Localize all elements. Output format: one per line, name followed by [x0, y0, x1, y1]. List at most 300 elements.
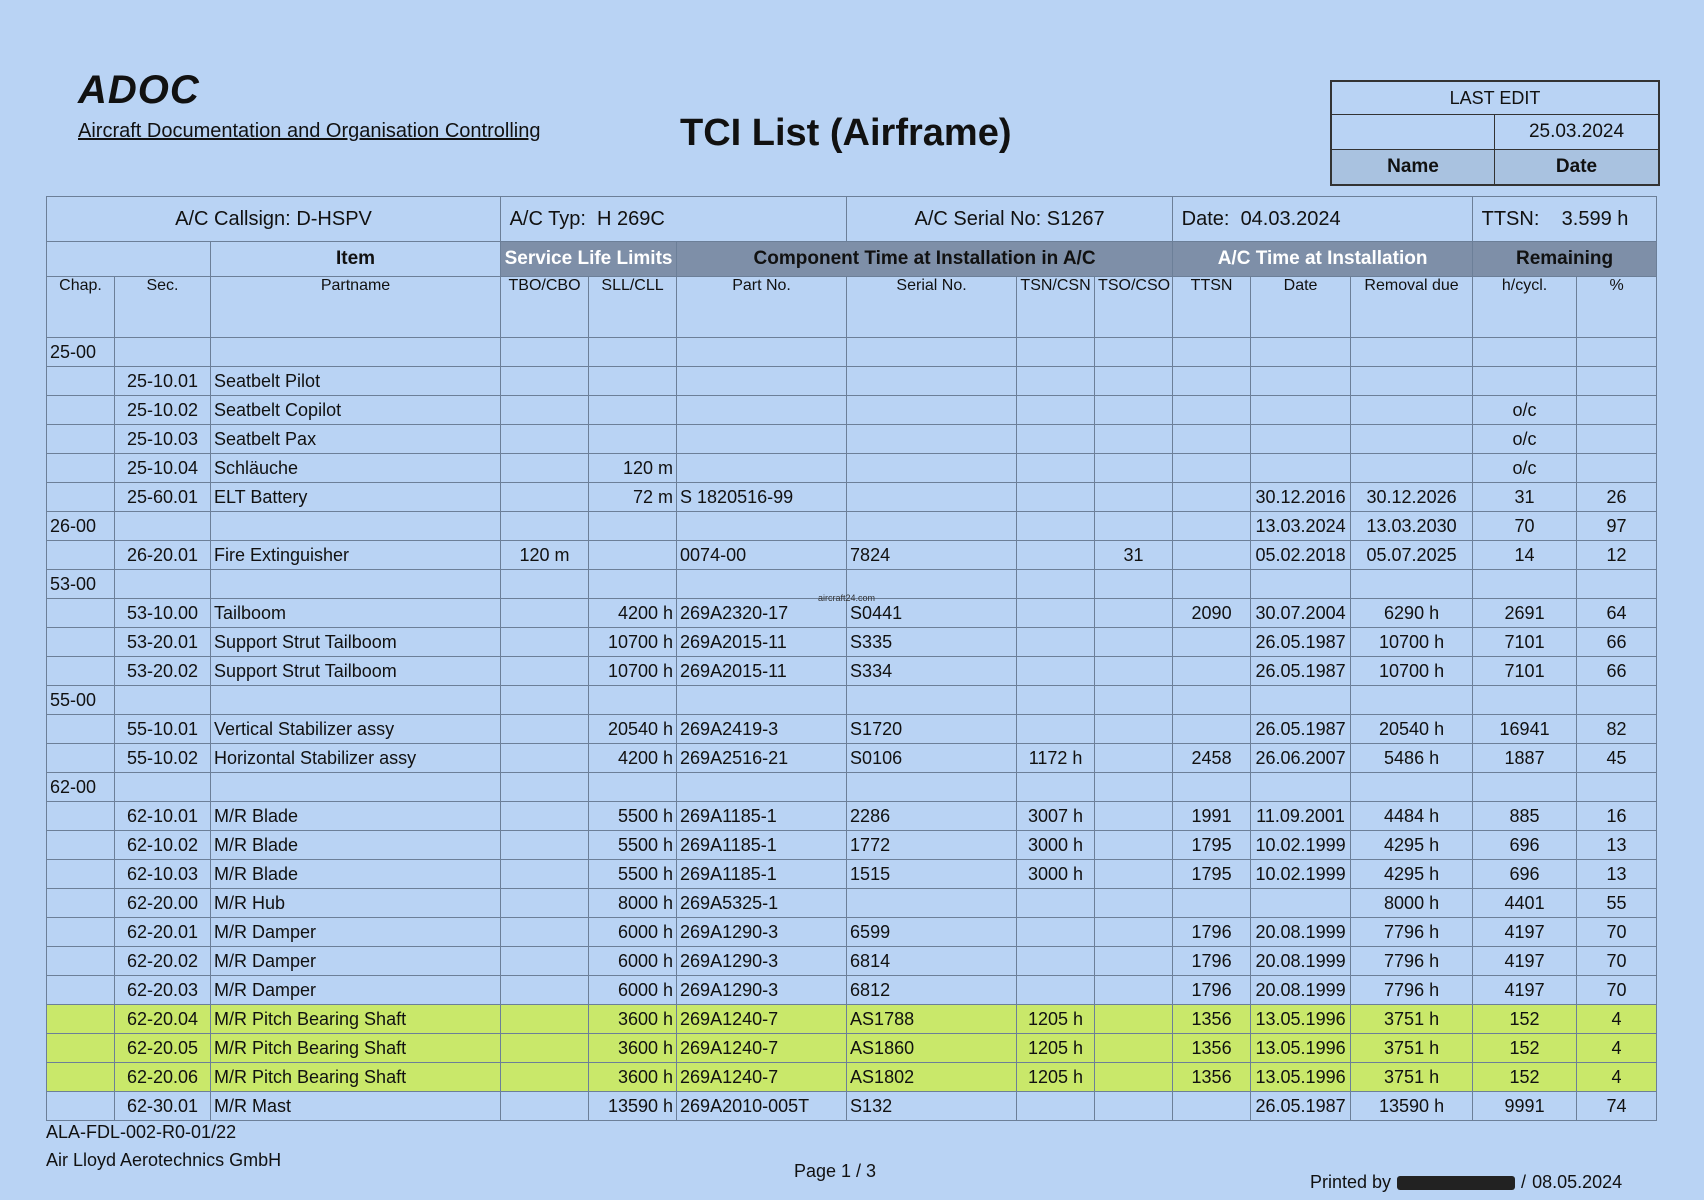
- sec-cell: 62-20.03: [115, 976, 211, 1005]
- tbo-cell: [501, 657, 589, 686]
- tso-cell: [1095, 367, 1173, 396]
- tsn-cell: [1017, 628, 1095, 657]
- tsn-cell: [1017, 1092, 1095, 1121]
- tbo-cell: [501, 512, 589, 541]
- date-cell: [1251, 570, 1351, 599]
- date-cell: 20.08.1999: [1251, 947, 1351, 976]
- table-row: [47, 367, 1657, 396]
- partname-cell: Horizontal Stabilizer assy: [211, 744, 501, 773]
- percent-cell: 74: [1577, 1092, 1657, 1121]
- group-item: Item: [211, 242, 501, 277]
- printed-separator: /: [1521, 1172, 1527, 1192]
- tso-cell: [1095, 396, 1173, 425]
- doc-id: ALA-FDL-002-R0-01/22: [46, 1122, 237, 1142]
- percent-cell: 26: [1577, 483, 1657, 512]
- date-cell: 13.05.1996: [1251, 1005, 1351, 1034]
- sll-cell: 6000 h: [589, 918, 677, 947]
- remaining-cell: 152: [1473, 1005, 1577, 1034]
- group-header-row: [47, 242, 1657, 277]
- percent-cell: [1577, 367, 1657, 396]
- serialno-cell: S132: [847, 1092, 1017, 1121]
- chap-cell: [47, 744, 115, 773]
- removal-due-cell: 4295 h: [1351, 860, 1473, 889]
- partname-cell: ELT Battery: [211, 483, 501, 512]
- ttsn-cell: 1356: [1173, 1005, 1251, 1034]
- partname-cell: M/R Blade: [211, 831, 501, 860]
- date-cell: 26.05.1987: [1251, 657, 1351, 686]
- chap-cell: [47, 483, 115, 512]
- partname-cell: M/R Pitch Bearing Shaft: [211, 1005, 501, 1034]
- date-cell: 30.07.2004: [1251, 599, 1351, 628]
- sll-cell: 3600 h: [589, 1005, 677, 1034]
- table-row: [47, 744, 1657, 773]
- printed-by: [1310, 1172, 1622, 1193]
- date-cell: 20.08.1999: [1251, 918, 1351, 947]
- tsn-cell: [1017, 918, 1095, 947]
- percent-cell: [1577, 570, 1657, 599]
- group-remaining: Remaining: [1473, 242, 1657, 277]
- sll-cell: [589, 686, 677, 715]
- remaining-cell: o/c: [1473, 425, 1577, 454]
- remaining-cell: 31: [1473, 483, 1577, 512]
- partname-cell: M/R Pitch Bearing Shaft: [211, 1034, 501, 1063]
- chap-cell: [47, 947, 115, 976]
- table-row: [47, 802, 1657, 831]
- tbo-cell: [501, 686, 589, 715]
- ttsn-value: 3.599 h: [1561, 207, 1629, 230]
- date-cell: 10.02.1999: [1251, 860, 1351, 889]
- percent-cell: 12: [1577, 541, 1657, 570]
- partno-cell: [677, 773, 847, 802]
- table-row: [47, 715, 1657, 744]
- ttsn-cell: [1173, 686, 1251, 715]
- ttsn-cell: [1173, 1092, 1251, 1121]
- chap-cell: [47, 918, 115, 947]
- partno-cell: 269A2010-005T: [677, 1092, 847, 1121]
- sec-cell: [115, 512, 211, 541]
- tbo-cell: [501, 889, 589, 918]
- remaining-cell: 4197: [1473, 918, 1577, 947]
- table-row: [47, 1063, 1657, 1092]
- serial-cell: A/C Serial No: S1267: [847, 197, 1173, 242]
- percent-cell: 70: [1577, 976, 1657, 1005]
- partno-cell: 269A1240-7: [677, 1005, 847, 1034]
- partname-cell: M/R Mast: [211, 1092, 501, 1121]
- ttsn-cell: 2090: [1173, 599, 1251, 628]
- percent-cell: 4: [1577, 1005, 1657, 1034]
- remaining-cell: 152: [1473, 1063, 1577, 1092]
- watermark: aircraft24.com: [818, 593, 876, 603]
- tso-cell: [1095, 889, 1173, 918]
- partname-cell: Support Strut Tailboom: [211, 657, 501, 686]
- partname-cell: M/R Damper: [211, 918, 501, 947]
- tsn-cell: [1017, 599, 1095, 628]
- subtitle: Aircraft Documentation and Organisation Controlling: [78, 120, 541, 142]
- serialno-cell: S335: [847, 628, 1017, 657]
- table-row: [47, 773, 1657, 802]
- table-row: [47, 425, 1657, 454]
- partname-cell: M/R Pitch Bearing Shaft: [211, 1063, 501, 1092]
- date-cell: [1251, 367, 1351, 396]
- tsn-cell: 1205 h: [1017, 1034, 1095, 1063]
- group-ac-time: A/C Time at Installation: [1173, 242, 1473, 277]
- removal-due-cell: 6290 h: [1351, 599, 1473, 628]
- tso-cell: [1095, 338, 1173, 367]
- chap-cell: [47, 860, 115, 889]
- partname-cell: Seatbelt Pax: [211, 425, 501, 454]
- ttsn-cell: [1173, 628, 1251, 657]
- partname-cell: Tailboom: [211, 599, 501, 628]
- date-cell: 26.05.1987: [1251, 1092, 1351, 1121]
- sec-cell: [115, 686, 211, 715]
- partname-cell: [211, 686, 501, 715]
- serialno-cell: [847, 686, 1017, 715]
- partno-cell: [677, 686, 847, 715]
- serialno-cell: S334: [847, 657, 1017, 686]
- removal-due-cell: 3751 h: [1351, 1034, 1473, 1063]
- tbo-cell: [501, 1005, 589, 1034]
- sll-cell: 4200 h: [589, 599, 677, 628]
- serialno-cell: AS1788: [847, 1005, 1017, 1034]
- sec-cell: 55-10.02: [115, 744, 211, 773]
- group-service-life: Service Life Limits: [501, 242, 677, 277]
- serialno-cell: [847, 425, 1017, 454]
- col-partno: Part No.: [677, 277, 847, 338]
- tbo-cell: [501, 715, 589, 744]
- ttsn-cell: 1796: [1173, 918, 1251, 947]
- last-edit-label: LAST EDIT: [1332, 82, 1658, 115]
- sec-cell: 62-20.00: [115, 889, 211, 918]
- ttsn-cell: [1173, 338, 1251, 367]
- tsn-cell: [1017, 483, 1095, 512]
- partno-cell: 269A1240-7: [677, 1034, 847, 1063]
- tso-cell: [1095, 773, 1173, 802]
- remaining-cell: 9991: [1473, 1092, 1577, 1121]
- partname-cell: M/R Blade: [211, 802, 501, 831]
- tbo-cell: [501, 773, 589, 802]
- partno-cell: 269A1290-3: [677, 947, 847, 976]
- sec-cell: 62-20.04: [115, 1005, 211, 1034]
- ttsn-cell: [1173, 512, 1251, 541]
- ttsn-cell: 1356: [1173, 1034, 1251, 1063]
- remaining-cell: 885: [1473, 802, 1577, 831]
- serialno-cell: AS1860: [847, 1034, 1017, 1063]
- serialno-cell: [847, 396, 1017, 425]
- tbo-cell: [501, 1063, 589, 1092]
- percent-cell: [1577, 686, 1657, 715]
- tbo-cell: [501, 425, 589, 454]
- remaining-cell: [1473, 773, 1577, 802]
- sll-cell: [589, 570, 677, 599]
- name-label: Name: [1332, 150, 1495, 184]
- removal-due-cell: [1351, 686, 1473, 715]
- removal-due-cell: 13.03.2030: [1351, 512, 1473, 541]
- partno-cell: [677, 512, 847, 541]
- removal-due-cell: [1351, 338, 1473, 367]
- date-cell: 26.06.2007: [1251, 744, 1351, 773]
- percent-cell: [1577, 338, 1657, 367]
- column-header-row: [47, 277, 1657, 338]
- tbo-cell: [501, 947, 589, 976]
- partname-cell: M/R Damper: [211, 976, 501, 1005]
- removal-due-cell: 30.12.2026: [1351, 483, 1473, 512]
- date-cell: [1251, 396, 1351, 425]
- tso-cell: [1095, 976, 1173, 1005]
- partno-cell: 269A1290-3: [677, 976, 847, 1005]
- removal-due-cell: 20540 h: [1351, 715, 1473, 744]
- ttsn-cell: TTSN: 3.599 h: [1473, 197, 1657, 242]
- remaining-cell: 7101: [1473, 657, 1577, 686]
- tsn-cell: [1017, 454, 1095, 483]
- table-row: [47, 657, 1657, 686]
- sll-cell: [589, 773, 677, 802]
- tso-cell: [1095, 802, 1173, 831]
- percent-cell: [1577, 454, 1657, 483]
- tsn-cell: [1017, 976, 1095, 1005]
- chap-cell: 25-00: [47, 338, 115, 367]
- percent-cell: [1577, 396, 1657, 425]
- chap-cell: [47, 802, 115, 831]
- tbo-cell: [501, 1034, 589, 1063]
- tsn-cell: [1017, 396, 1095, 425]
- serialno-cell: [847, 889, 1017, 918]
- percent-cell: 64: [1577, 599, 1657, 628]
- chap-cell: [47, 1063, 115, 1092]
- ttsn-cell: 1991: [1173, 802, 1251, 831]
- date-cell: [1251, 773, 1351, 802]
- tso-cell: [1095, 947, 1173, 976]
- sll-cell: 5500 h: [589, 802, 677, 831]
- sec-cell: 62-10.03: [115, 860, 211, 889]
- removal-due-cell: 3751 h: [1351, 1063, 1473, 1092]
- sec-cell: 62-10.02: [115, 831, 211, 860]
- chap-cell: [47, 1092, 115, 1121]
- date-cell: 13.05.1996: [1251, 1063, 1351, 1092]
- date-cell: 20.08.1999: [1251, 976, 1351, 1005]
- printed-date: 08.05.2024: [1532, 1172, 1623, 1192]
- sll-cell: 3600 h: [589, 1034, 677, 1063]
- removal-due-cell: 7796 h: [1351, 947, 1473, 976]
- chap-cell: [47, 628, 115, 657]
- table-row: [47, 338, 1657, 367]
- sll-cell: 5500 h: [589, 860, 677, 889]
- col-chap: Chap.: [47, 277, 115, 338]
- col-serialno: Serial No.: [847, 277, 1017, 338]
- tsn-cell: 3000 h: [1017, 831, 1095, 860]
- removal-due-cell: 5486 h: [1351, 744, 1473, 773]
- remaining-cell: o/c: [1473, 454, 1577, 483]
- tso-cell: [1095, 918, 1173, 947]
- sec-cell: 26-20.01: [115, 541, 211, 570]
- ttsn-cell: [1173, 454, 1251, 483]
- serialno-cell: 7824: [847, 541, 1017, 570]
- sec-cell: [115, 570, 211, 599]
- sll-cell: 20540 h: [589, 715, 677, 744]
- tbo-cell: [501, 338, 589, 367]
- sec-cell: 62-20.06: [115, 1063, 211, 1092]
- ttsn-cell: 1795: [1173, 860, 1251, 889]
- col-removal-due: Removal due: [1351, 277, 1473, 338]
- chap-cell: [47, 599, 115, 628]
- last-edit-date: 25.03.2024: [1528, 121, 1625, 142]
- ttsn-cell: 2458: [1173, 744, 1251, 773]
- chap-cell: 55-00: [47, 686, 115, 715]
- callsign-value: D-HSPV: [296, 207, 372, 230]
- sec-cell: 62-20.05: [115, 1034, 211, 1063]
- partno-cell: [677, 338, 847, 367]
- partname-cell: Fire Extinguisher: [211, 541, 501, 570]
- tso-cell: 31: [1095, 541, 1173, 570]
- date-cell: [1251, 889, 1351, 918]
- partname-cell: Vertical Stabilizer assy: [211, 715, 501, 744]
- ttsn-cell: [1173, 570, 1251, 599]
- date-cell: 11.09.2001: [1251, 802, 1351, 831]
- sll-cell: 6000 h: [589, 947, 677, 976]
- chap-cell: [47, 715, 115, 744]
- remaining-cell: [1473, 367, 1577, 396]
- sll-cell: [589, 367, 677, 396]
- partname-cell: Support Strut Tailboom: [211, 628, 501, 657]
- tso-cell: [1095, 512, 1173, 541]
- sec-cell: 62-30.01: [115, 1092, 211, 1121]
- col-tso: TSO/CSO: [1095, 277, 1173, 338]
- type-cell: A/C Typ: H 269C: [501, 197, 847, 242]
- date-cell: 10.02.1999: [1251, 831, 1351, 860]
- partno-cell: [677, 367, 847, 396]
- table-row: [47, 1005, 1657, 1034]
- tbo-cell: [501, 367, 589, 396]
- date-cell: [1251, 454, 1351, 483]
- date-cell: Date: 04.03.2024: [1173, 197, 1473, 242]
- sec-cell: 25-60.01: [115, 483, 211, 512]
- percent-cell: 97: [1577, 512, 1657, 541]
- removal-due-cell: [1351, 454, 1473, 483]
- percent-cell: 82: [1577, 715, 1657, 744]
- tsn-cell: [1017, 570, 1095, 599]
- table-row: [47, 976, 1657, 1005]
- ttsn-cell: [1173, 541, 1251, 570]
- chap-cell: [47, 541, 115, 570]
- tbo-cell: 120 m: [501, 541, 589, 570]
- serialno-cell: 6599: [847, 918, 1017, 947]
- type-value: H 269C: [597, 207, 665, 230]
- chap-cell: [47, 889, 115, 918]
- serialno-cell: S0441: [847, 599, 1017, 628]
- tso-cell: [1095, 715, 1173, 744]
- remaining-cell: [1473, 338, 1577, 367]
- remaining-cell: 696: [1473, 860, 1577, 889]
- serialno-cell: 6814: [847, 947, 1017, 976]
- tso-cell: [1095, 657, 1173, 686]
- table-row: [47, 889, 1657, 918]
- partname-cell: M/R Damper: [211, 947, 501, 976]
- date-cell: [1251, 425, 1351, 454]
- last-edit-box: [1330, 80, 1660, 186]
- partno-cell: 269A5325-1: [677, 889, 847, 918]
- removal-due-cell: [1351, 570, 1473, 599]
- percent-cell: 66: [1577, 657, 1657, 686]
- group-component-time: Component Time at Installation in A/C: [677, 242, 1173, 277]
- partno-cell: 269A1185-1: [677, 802, 847, 831]
- table-row: [47, 396, 1657, 425]
- tso-cell: [1095, 1034, 1173, 1063]
- date-cell: 30.12.2016: [1251, 483, 1351, 512]
- tbo-cell: [501, 744, 589, 773]
- sll-cell: 6000 h: [589, 976, 677, 1005]
- sll-cell: [589, 425, 677, 454]
- company-name: Air Lloyd Aerotechnics GmbH: [46, 1150, 282, 1170]
- sll-cell: 8000 h: [589, 889, 677, 918]
- partname-cell: Seatbelt Pilot: [211, 367, 501, 396]
- tbo-cell: [501, 1092, 589, 1121]
- percent-cell: 70: [1577, 947, 1657, 976]
- percent-cell: 45: [1577, 744, 1657, 773]
- serialno-cell: [847, 338, 1017, 367]
- chap-cell: [47, 976, 115, 1005]
- page-number: Page 1 / 3: [794, 1161, 877, 1181]
- remaining-cell: 152: [1473, 1034, 1577, 1063]
- date-cell: [1251, 338, 1351, 367]
- tsn-cell: 3000 h: [1017, 860, 1095, 889]
- serial-value: S1267: [1046, 207, 1105, 230]
- sll-cell: [589, 512, 677, 541]
- tsn-cell: [1017, 686, 1095, 715]
- percent-cell: 13: [1577, 831, 1657, 860]
- sll-cell: 13590 h: [589, 1092, 677, 1121]
- col-sec: Sec.: [115, 277, 211, 338]
- tso-cell: [1095, 1005, 1173, 1034]
- tsn-cell: [1017, 425, 1095, 454]
- col-ttsn: TTSN: [1173, 277, 1251, 338]
- chap-cell: 62-00: [47, 773, 115, 802]
- ttsn-cell: 1796: [1173, 976, 1251, 1005]
- partno-cell: 269A1290-3: [677, 918, 847, 947]
- partno-cell: 269A2015-11: [677, 657, 847, 686]
- table-row: [47, 1034, 1657, 1063]
- partno-cell: 269A1185-1: [677, 831, 847, 860]
- removal-due-cell: 10700 h: [1351, 657, 1473, 686]
- serialno-cell: S1720: [847, 715, 1017, 744]
- percent-cell: 16: [1577, 802, 1657, 831]
- remaining-cell: 4197: [1473, 947, 1577, 976]
- serialno-cell: 6812: [847, 976, 1017, 1005]
- tbo-cell: [501, 599, 589, 628]
- table-body: [47, 338, 1657, 1121]
- sec-cell: 53-20.02: [115, 657, 211, 686]
- removal-due-cell: 7796 h: [1351, 918, 1473, 947]
- partno-cell: 269A2419-3: [677, 715, 847, 744]
- tso-cell: [1095, 483, 1173, 512]
- tbo-cell: [501, 628, 589, 657]
- table-row: [47, 947, 1657, 976]
- date-value: 04.03.2024: [1240, 207, 1341, 230]
- removal-due-cell: [1351, 773, 1473, 802]
- tsn-cell: 3007 h: [1017, 802, 1095, 831]
- ttsn-cell: [1173, 367, 1251, 396]
- removal-due-cell: 05.07.2025: [1351, 541, 1473, 570]
- ttsn-cell: [1173, 396, 1251, 425]
- sll-cell: 10700 h: [589, 628, 677, 657]
- serialno-cell: [847, 512, 1017, 541]
- remaining-cell: [1473, 686, 1577, 715]
- tsn-cell: [1017, 338, 1095, 367]
- partname-cell: [211, 570, 501, 599]
- date-cell: 26.05.1987: [1251, 715, 1351, 744]
- ttsn-cell: [1173, 425, 1251, 454]
- tso-cell: [1095, 686, 1173, 715]
- col-sll: SLL/CLL: [589, 277, 677, 338]
- removal-due-cell: 8000 h: [1351, 889, 1473, 918]
